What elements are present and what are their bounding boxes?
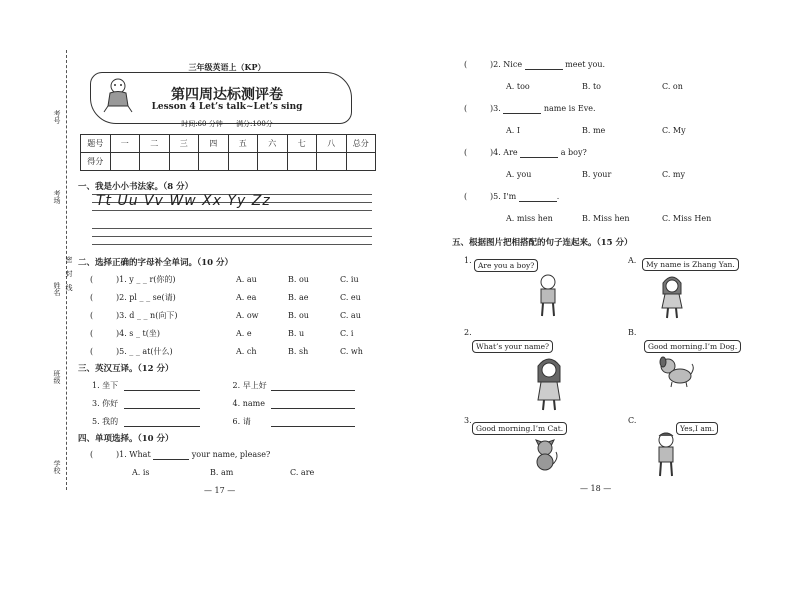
translate-prompt: 3. 你好 bbox=[92, 399, 119, 408]
score-cell[interactable] bbox=[169, 153, 199, 171]
answer-blank[interactable] bbox=[153, 450, 189, 460]
option-b: B. sh bbox=[288, 347, 309, 356]
q4-item bbox=[90, 450, 270, 460]
question-stem: )5. I'm bbox=[490, 192, 517, 201]
boy-figure-icon[interactable] bbox=[652, 432, 680, 478]
total-score-label: 满分:100分 bbox=[236, 120, 273, 128]
option-a: A. I bbox=[506, 126, 521, 135]
section-2-heading: 二、选择正确的字母补全单词。（10 分） bbox=[78, 258, 234, 268]
question-stem-end: a boy? bbox=[560, 148, 587, 157]
answer-letter: A. bbox=[628, 256, 637, 265]
q3-row bbox=[92, 380, 355, 391]
score-cell[interactable] bbox=[287, 153, 317, 171]
question-stem-end: . bbox=[556, 192, 560, 201]
q2-item bbox=[90, 346, 363, 357]
option-a: A. you bbox=[506, 170, 532, 179]
header-cell: 三 bbox=[169, 135, 199, 153]
q4-item bbox=[464, 60, 605, 70]
copy-line bbox=[92, 210, 372, 211]
question-stem: )3. bbox=[490, 104, 501, 113]
section-4-heading: 四、单项选择。（10 分） bbox=[78, 434, 174, 444]
exam-meta bbox=[76, 119, 378, 129]
question-stem: )2. Nice bbox=[490, 60, 523, 69]
q4-item bbox=[464, 104, 596, 114]
option-a: A. too bbox=[506, 82, 530, 91]
answer-paren[interactable]: ( bbox=[90, 275, 94, 284]
header-cell: 四 bbox=[199, 135, 229, 153]
answer-blank[interactable] bbox=[503, 104, 541, 114]
option-a: A. au bbox=[236, 275, 257, 284]
answer-paren[interactable]: ( bbox=[90, 311, 94, 320]
answer-paren[interactable]: ( bbox=[464, 60, 468, 69]
answer-paren[interactable]: ( bbox=[464, 148, 468, 157]
header-cell: 六 bbox=[258, 135, 288, 153]
option-c: C. on bbox=[662, 82, 683, 91]
score-cell[interactable] bbox=[258, 153, 288, 171]
answer-letter: B. bbox=[628, 328, 637, 337]
answer-blank[interactable] bbox=[525, 60, 563, 70]
time-label: 时间:60 分钟 bbox=[181, 120, 223, 128]
q2-item bbox=[90, 310, 361, 321]
option-c: C. My bbox=[662, 126, 686, 135]
speech-bubble: Yes,I am. bbox=[676, 422, 718, 435]
copy-line[interactable] bbox=[92, 236, 372, 237]
option-b: B. ae bbox=[288, 293, 309, 302]
q2-item bbox=[90, 328, 353, 339]
seal-label-mi: 密 bbox=[65, 256, 73, 263]
exam-room-label: 考场 bbox=[53, 190, 61, 204]
option-b: B. am bbox=[210, 468, 234, 477]
q4-options bbox=[132, 468, 314, 477]
option-c: C. are bbox=[290, 468, 315, 477]
option-c: C. my bbox=[662, 170, 686, 179]
score-cell[interactable] bbox=[346, 153, 376, 171]
option-c: C. iu bbox=[340, 275, 359, 284]
answer-paren[interactable]: ( bbox=[90, 347, 94, 356]
section-5-heading: 五、根据图片把相搭配的句子连起来。（15 分） bbox=[452, 238, 633, 248]
score-cell[interactable] bbox=[317, 153, 347, 171]
option-a: A. miss hen bbox=[506, 214, 553, 223]
q4-item bbox=[464, 192, 559, 202]
speech-bubble: My name is Zhang Yan. bbox=[642, 258, 739, 271]
copy-line[interactable] bbox=[92, 244, 372, 245]
score-cell[interactable] bbox=[140, 153, 170, 171]
option-a: A. e bbox=[236, 329, 252, 338]
answer-blank[interactable] bbox=[271, 399, 355, 409]
option-b: B. ou bbox=[288, 311, 309, 320]
seal-label-xian: 线 bbox=[65, 284, 73, 291]
question-stem: )5. _ _ at(什么) bbox=[116, 347, 173, 356]
question-stem: )2. pl _ _ se(请) bbox=[116, 293, 176, 302]
answer-paren[interactable]: ( bbox=[90, 329, 94, 338]
header-cell: 五 bbox=[228, 135, 258, 153]
speech-bubble: Good morning.I’m Dog. bbox=[644, 340, 741, 353]
dog-figure-icon[interactable] bbox=[658, 354, 696, 388]
answer-blank[interactable] bbox=[124, 381, 200, 391]
page-title: 第四周达标测评卷 bbox=[171, 87, 283, 103]
speech-bubble: Are you a boy? bbox=[474, 259, 538, 272]
question-stem: )3. d _ _ n(向下) bbox=[116, 311, 178, 320]
class-label: 班级 bbox=[53, 370, 61, 384]
option-a: A. ea bbox=[236, 293, 257, 302]
exam-number-label: 考号 bbox=[53, 110, 61, 124]
q4-options bbox=[506, 170, 685, 179]
score-table bbox=[80, 134, 376, 171]
option-c: C. eu bbox=[340, 293, 361, 302]
row-label-cell: 得分 bbox=[81, 153, 111, 171]
q2-item bbox=[90, 292, 361, 303]
score-cell[interactable] bbox=[199, 153, 229, 171]
q4-options bbox=[506, 126, 686, 135]
answer-blank[interactable] bbox=[271, 381, 355, 391]
translate-prompt: 5. 我的 bbox=[92, 417, 119, 426]
q3-row bbox=[92, 416, 355, 427]
question-stem: )1. What bbox=[116, 450, 151, 459]
option-b: B. me bbox=[582, 126, 606, 135]
q2-item bbox=[90, 274, 359, 285]
section-1-heading: 一、我是小小书法家。（8 分） bbox=[78, 182, 194, 192]
option-b: B. ou bbox=[288, 275, 309, 284]
option-c: C. au bbox=[340, 311, 361, 320]
page-number: — 17 — bbox=[204, 486, 236, 495]
option-a: A. ow bbox=[236, 311, 259, 320]
option-b: B. to bbox=[582, 82, 601, 91]
option-b: B. your bbox=[582, 170, 612, 179]
score-cell[interactable] bbox=[228, 153, 258, 171]
translate-prompt: 6. 请 bbox=[232, 417, 251, 426]
answer-paren[interactable]: ( bbox=[464, 104, 468, 113]
answer-blank[interactable] bbox=[520, 148, 558, 158]
grade-label: 三年级英语上（KP） bbox=[188, 62, 266, 72]
option-b: B. u bbox=[288, 329, 305, 338]
section-3-heading: 三、英汉互译。（12 分） bbox=[78, 364, 174, 374]
translate-prompt: 1. 坐下 bbox=[92, 381, 119, 390]
answer-blank[interactable] bbox=[124, 417, 200, 427]
pic-number: 3. bbox=[464, 416, 472, 425]
score-cell[interactable] bbox=[110, 153, 140, 171]
header-cell: 题号 bbox=[81, 135, 111, 153]
question-stem: )4. Are bbox=[490, 148, 518, 157]
boy-figure-icon[interactable] bbox=[534, 274, 562, 318]
letter-samples: Tt Uu Vv Ww Xx Yy Zz bbox=[96, 193, 271, 209]
answer-blank[interactable] bbox=[124, 399, 200, 409]
right-page bbox=[452, 56, 792, 496]
option-a: A. is bbox=[132, 468, 150, 477]
header-cell: 总分 bbox=[346, 135, 376, 153]
left-page bbox=[76, 62, 378, 506]
translate-prompt: 4. name bbox=[232, 399, 265, 408]
question-stem: )4. s _ t(坐) bbox=[116, 329, 160, 338]
answer-blank[interactable] bbox=[519, 192, 557, 202]
pic-number: 1. bbox=[464, 256, 472, 265]
pic-number: 2. bbox=[464, 328, 472, 337]
lesson-subtitle: Lesson 4 Let’s talk~Let’s sing bbox=[151, 102, 303, 112]
score-table-header bbox=[81, 135, 376, 153]
speech-bubble: What’s your name? bbox=[472, 340, 553, 353]
q4-item bbox=[464, 148, 587, 158]
question-stem-end: meet you. bbox=[565, 60, 606, 69]
option-c: C. wh bbox=[340, 347, 363, 356]
page-number: — 18 — bbox=[580, 484, 612, 493]
question-stem-end: name is Eve. bbox=[543, 104, 596, 113]
copy-line[interactable] bbox=[92, 228, 372, 229]
school-label: 学校 bbox=[53, 460, 61, 474]
answer-paren[interactable]: ( bbox=[90, 450, 94, 459]
header-cell: 二 bbox=[140, 135, 170, 153]
answer-blank[interactable] bbox=[271, 417, 355, 427]
answer-letter: C. bbox=[628, 416, 637, 425]
question-stem-end: your name, please? bbox=[191, 450, 271, 459]
binding-margin bbox=[38, 50, 72, 490]
girl-figure-icon[interactable] bbox=[532, 356, 566, 412]
header-cell: 八 bbox=[317, 135, 347, 153]
translate-prompt: 2. 早上好 bbox=[232, 381, 267, 390]
header-cell: 七 bbox=[287, 135, 317, 153]
name-label: 姓名 bbox=[53, 282, 61, 296]
q4-options bbox=[506, 82, 683, 91]
q4-options bbox=[506, 214, 711, 223]
zhang-yan-figure-icon[interactable] bbox=[658, 274, 686, 320]
question-stem: )1. y _ _ r(你的) bbox=[116, 275, 176, 284]
seal-label-feng: 封 bbox=[65, 270, 73, 277]
option-c: C. i bbox=[340, 329, 354, 338]
option-b: B. Miss hen bbox=[582, 214, 630, 223]
header-cell: 一 bbox=[110, 135, 140, 153]
score-table-row bbox=[81, 153, 376, 171]
speech-bubble: Good morning.I’m Cat. bbox=[472, 422, 567, 435]
answer-paren[interactable]: ( bbox=[90, 293, 94, 302]
cat-figure-icon[interactable] bbox=[530, 436, 560, 472]
option-a: A. ch bbox=[236, 347, 257, 356]
answer-paren[interactable]: ( bbox=[464, 192, 468, 201]
q3-row bbox=[92, 398, 355, 409]
option-c: C. Miss Hen bbox=[662, 214, 712, 223]
